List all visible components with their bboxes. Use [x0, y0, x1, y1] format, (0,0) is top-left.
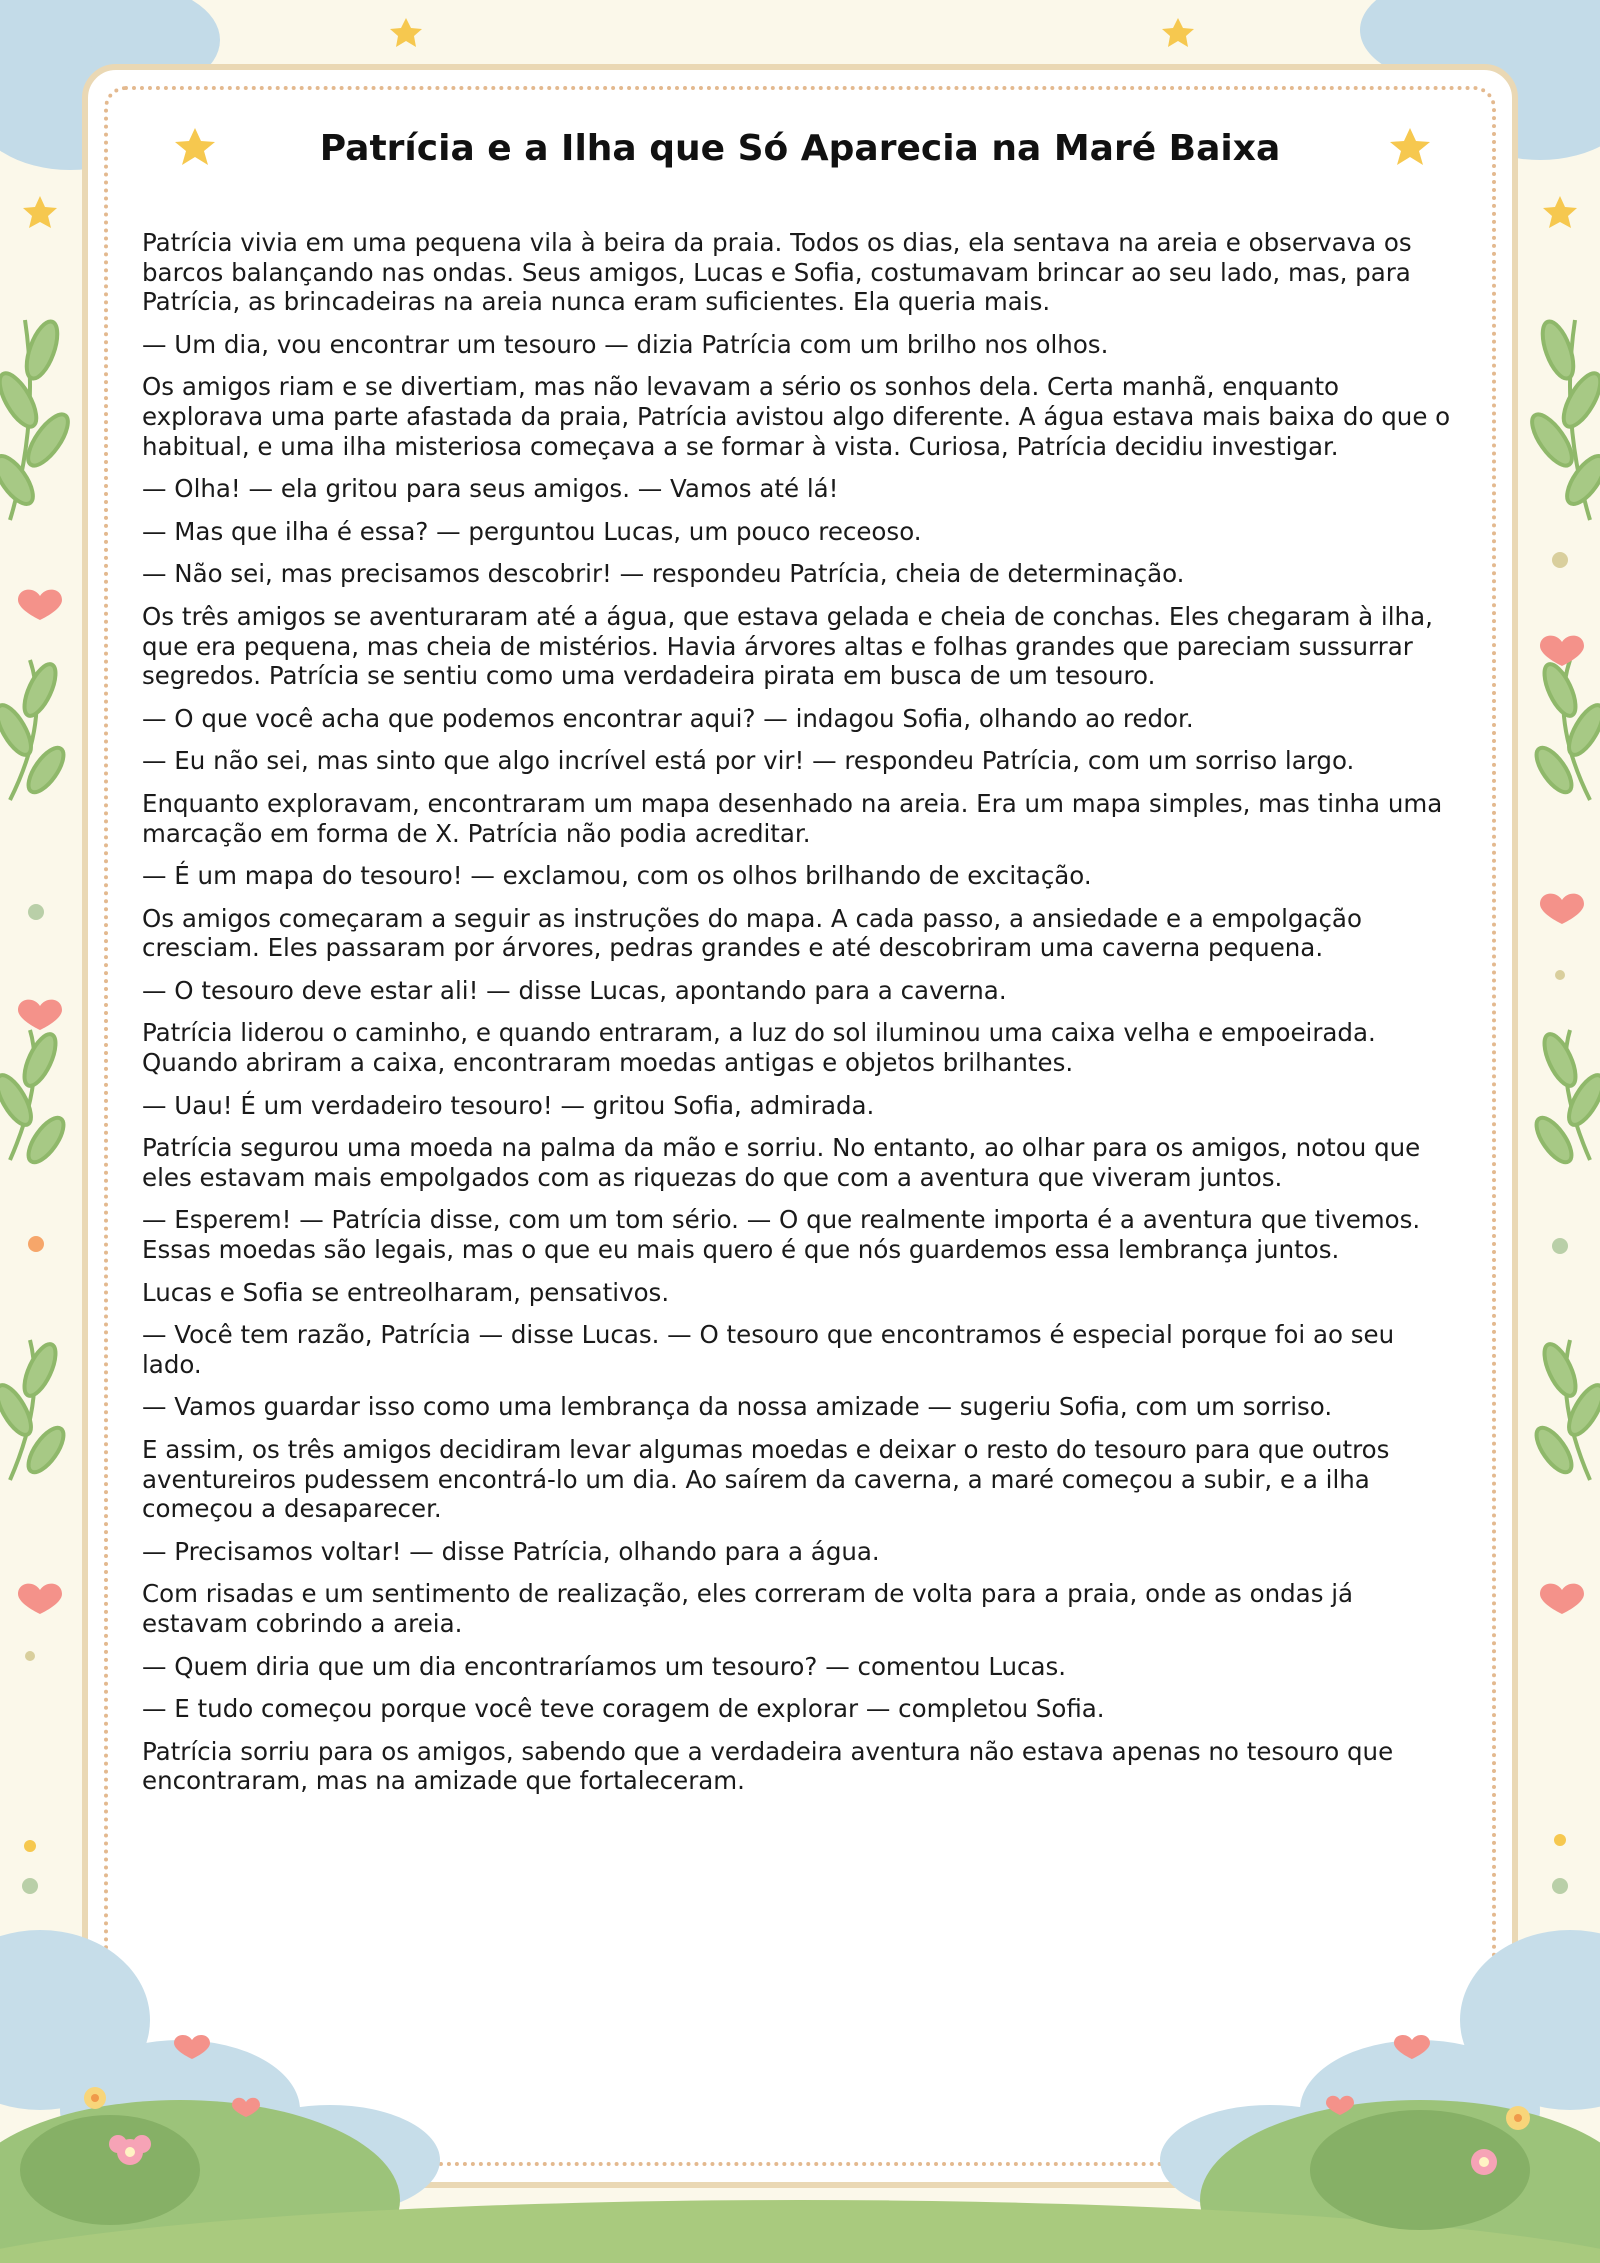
heart-icon: [1540, 636, 1584, 666]
story-paragraph: Enquanto exploravam, encontraram um mapa desenhado na areia. Era um mapa simples, mas tinha uma marcação em forma de X. Patrícia não podia acreditar.: [142, 788, 1443, 848]
story-paragraph: E assim, os três amigos decidiram levar algumas moedas e deixar o resto do tesouro para que outros aventureiros pudessem encontrá-lo um dia. Ao saírem da caverna, a maré começou a subir, e a ilha começou a desaparecer.: [142, 1435, 1390, 1524]
story-paragraph: Patrícia liderou o caminho, e quando entraram, a luz do sol iluminou uma caixa velha e empoeirada. Quando abriram a caixa, encontraram moedas antigas e objetos brilhantes.: [142, 1018, 1376, 1078]
heart-icon: [18, 590, 62, 620]
story-paragraph: — Esperem! — Patrícia disse, com um tom sério. — O que realmente importa é a aventura que tivemos. Essas moedas são legais, mas o que eu mais quero é que nós guardemos essa lembrança juntos.: [142, 1205, 1421, 1265]
story-paragraph: — Olha! — ela gritou para seus amigos. — Vamos até lá!: [142, 474, 839, 504]
story-paragraph: — Um dia, vou encontrar um tesouro — dizia Patrícia com um brilho nos olhos.: [142, 329, 1109, 359]
story-paragraph: Os amigos começaram a seguir as instruções do mapa. A cada passo, a ansiedade e a empolgação cresciam. Eles passaram por árvores, pedras grandes e até descobriram uma caverna pequena.: [142, 903, 1362, 963]
leaf-branch-icon: [0, 318, 75, 520]
heart-icon: [18, 1584, 62, 1614]
story-paragraph: Lucas e Sofia se entreolharam, pensativos.: [142, 1277, 670, 1307]
heart-icon: [1540, 894, 1584, 924]
heart-icon: [1540, 1584, 1584, 1614]
story-paragraph: — Quem diria que um dia encontraríamos um tesouro? — comentou Lucas.: [142, 1651, 1067, 1681]
story-paragraph: — O que você acha que podemos encontrar aqui? — indagou Sofia, olhando ao redor.: [142, 703, 1194, 733]
leaf-branch-icon: [1525, 318, 1600, 520]
story-body: [142, 228, 1452, 1809]
story-paragraph: — O tesouro deve estar ali! — disse Lucas, apontando para a caverna.: [142, 975, 1007, 1005]
story-paragraph: Com risadas e um sentimento de realização, eles correram de volta para a praia, onde as ondas já estavam cobrindo a areia.: [142, 1579, 1354, 1638]
leaf-branch-icon: [1530, 1030, 1600, 1168]
story-paragraph: Patrícia segurou uma moeda na palma da mão e sorriu. No entanto, ao olhar para os amigos, notou que eles estavam mais empolgados com as riquezas do que com a aventura que viveram juntos.: [142, 1133, 1421, 1192]
story-paragraph: — Uau! É um verdadeiro tesouro! — gritou Sofia, admirada.: [142, 1090, 875, 1120]
story-paragraph: — E tudo começou porque você teve coragem de explorar — completou Sofia.: [142, 1694, 1105, 1724]
star-icon: [23, 196, 57, 228]
story-paragraph: — Eu não sei, mas sinto que algo incrível está por vir! — respondeu Patrícia, com um sorriso largo.: [142, 746, 1355, 776]
story-paragraph: — Você tem razão, Patrícia — disse Lucas. — O tesouro que encontramos é especial porque foi ao seu lado.: [142, 1320, 1395, 1379]
leaf-branch-icon: [1530, 660, 1600, 800]
heart-icon: [18, 1000, 62, 1030]
leaf-branch-icon: [0, 1030, 70, 1168]
story-paragraph: — Vamos guardar isso como uma lembrança da nossa amizade — sugeriu Sofia, com um sorriso.: [142, 1392, 1333, 1422]
story-paragraph: — Não sei, mas precisamos descobrir! — respondeu Patrícia, cheia de determinação.: [142, 559, 1185, 589]
story-paragraph: — Mas que ilha é essa? — perguntou Lucas, um pouco receoso.: [142, 516, 922, 546]
story-paragraph: — É um mapa do tesouro! — exclamou, com os olhos brilhando de excitação.: [142, 861, 1092, 891]
story-title: Patrícia e a Ilha que Só Aparecia na Maré Baixa: [319, 128, 1281, 169]
leaf-branch-icon: [0, 1340, 70, 1480]
story-paragraph: Patrícia sorriu para os amigos, sabendo que a verdadeira aventura não estava apenas no tesouro que encontraram, mas na amizade que fortaleceram.: [142, 1736, 1394, 1796]
leaf-branch-icon: [1530, 1340, 1600, 1480]
story-paragraph: — Precisamos voltar! — disse Patrícia, olhando para a água.: [142, 1536, 880, 1566]
story-paragraph: Patrícia vivia em uma pequena vila à beira da praia. Todos os dias, ela sentava na areia e observava os barcos balançando nas ondas. Seus amigos, Lucas e Sofia, costumavam brincar ao seu lado, mas, para Patrícia, as brincadeiras na areia nunca eram suficientes. Ela queria mais.: [142, 228, 1412, 317]
leaf-branch-icon: [0, 660, 70, 800]
story-paragraph: Os amigos riam e se divertiam, mas não levavam a sério os sonhos dela. Certa manhã, enquanto explorava uma parte afastada da praia, Patrícia avistou algo diferente. A água estava mais baixa do que o habitual, e uma ilha misteriosa começava a se formar à vista. Curiosa, Patrícia decidiu investigar.: [142, 372, 1451, 461]
story-paragraph: Os três amigos se aventuraram até a água, que estava gelada e cheia de conchas. Eles chegaram à ilha, que era pequena, mas cheia de mistérios. Havia árvores altas e folhas grandes que pareciam sussurrar segredos. Patrícia se sentiu como uma verdadeira pirata em busca de um tesouro.: [142, 601, 1433, 691]
star-icon: [1543, 196, 1577, 228]
